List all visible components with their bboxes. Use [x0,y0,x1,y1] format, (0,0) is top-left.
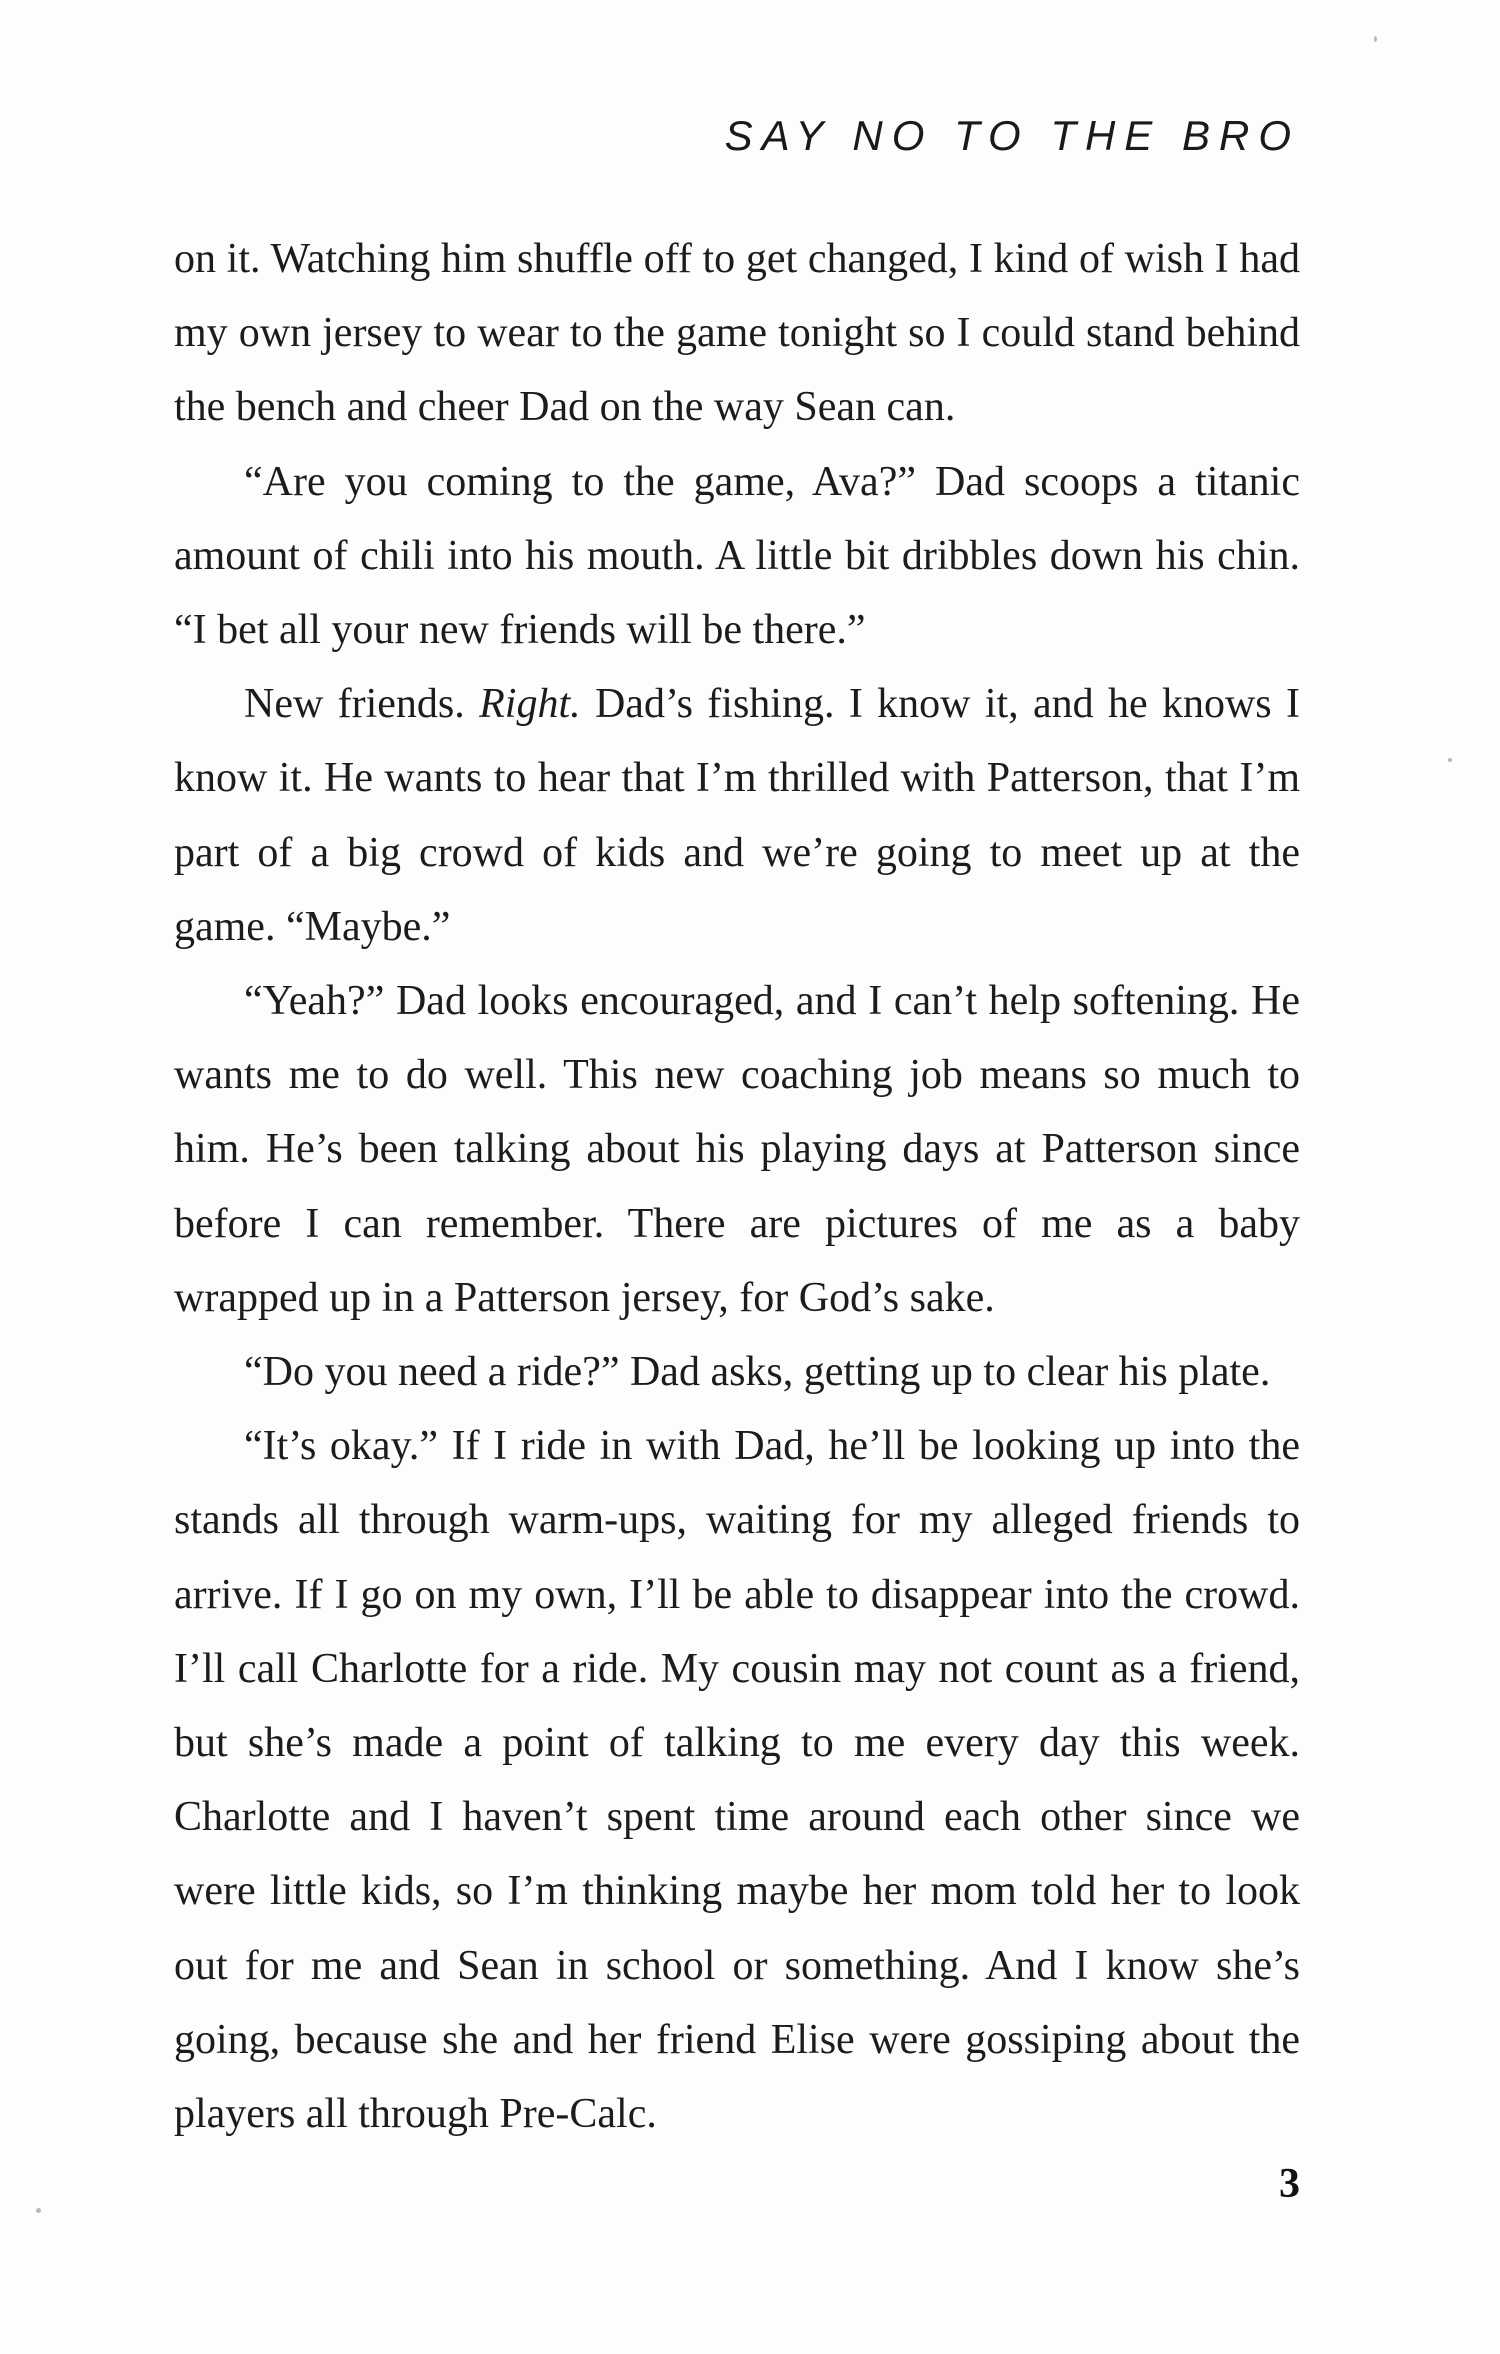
paper-speck [1448,758,1452,762]
paragraph [174,222,1300,445]
page-number: 3 [1279,2161,1300,2207]
paper-speck [1374,36,1377,42]
running-head: SAY NO TO THE BRO [724,112,1300,159]
text-segment: “It’s okay.” If I ride in with Dad, he’ll be looking up into the stands all through warm-ups, waiting for my alleged friends to arrive. If I go on my own, I’ll be able to disappear into the crowd. I’ll call Charlotte for a ride. My cousin may not count as a friend, but she’s made a point of talking to me every day this week. Charlotte and I haven’t spent time around each other since we were little kids, so I’m thinking maybe her mom told her to look out for me and Sean in school or something. And I know she’s going, because she and her friend Elise were gossiping about the players all through Pre-Calc. [174,1423,1300,2138]
text-segment: on it. Watching him shuffle off to get changed, I kind of wish I had my own jersey to wear to the game tonight so I could stand behind the bench and cheer Dad on the way Sean can. [174,236,1300,431]
body-text [174,222,1300,2151]
text-segment: New friends. [244,681,480,728]
paragraph [174,667,1300,964]
italic-text: Right. [479,681,581,728]
paragraph [174,1335,1300,1409]
paragraph [174,964,1300,1335]
text-segment: Dad’s fishing. I know it, and he knows I know it. He wants to hear that I’m thrilled with Patterson, that I’m part of a big crowd of kids and we’re going to meet up at the game. “Maybe.” [174,681,1300,950]
paragraph [174,1409,1300,2151]
paper-speck [36,2208,41,2213]
text-segment: “Are you coming to the game, Ava?” Dad scoops a titanic amount of chili into his mouth. A little bit dribbles down his chin. “I bet all your new friends will be there.” [174,458,1300,654]
text-segment: “Do you need a ride?” Dad asks, getting up to clear his plate. [244,1349,1271,1396]
text-segment: “Yeah?” Dad looks encouraged, and I can’t help softening. He wants me to do well. This new coaching job means so much to him. He’s been talking about his playing days at Patterson since before I can remember. There are pictures of me as a baby wrapped up in a Patterson jersey, for God’s sake. [174,978,1300,1321]
paragraph [174,445,1300,668]
